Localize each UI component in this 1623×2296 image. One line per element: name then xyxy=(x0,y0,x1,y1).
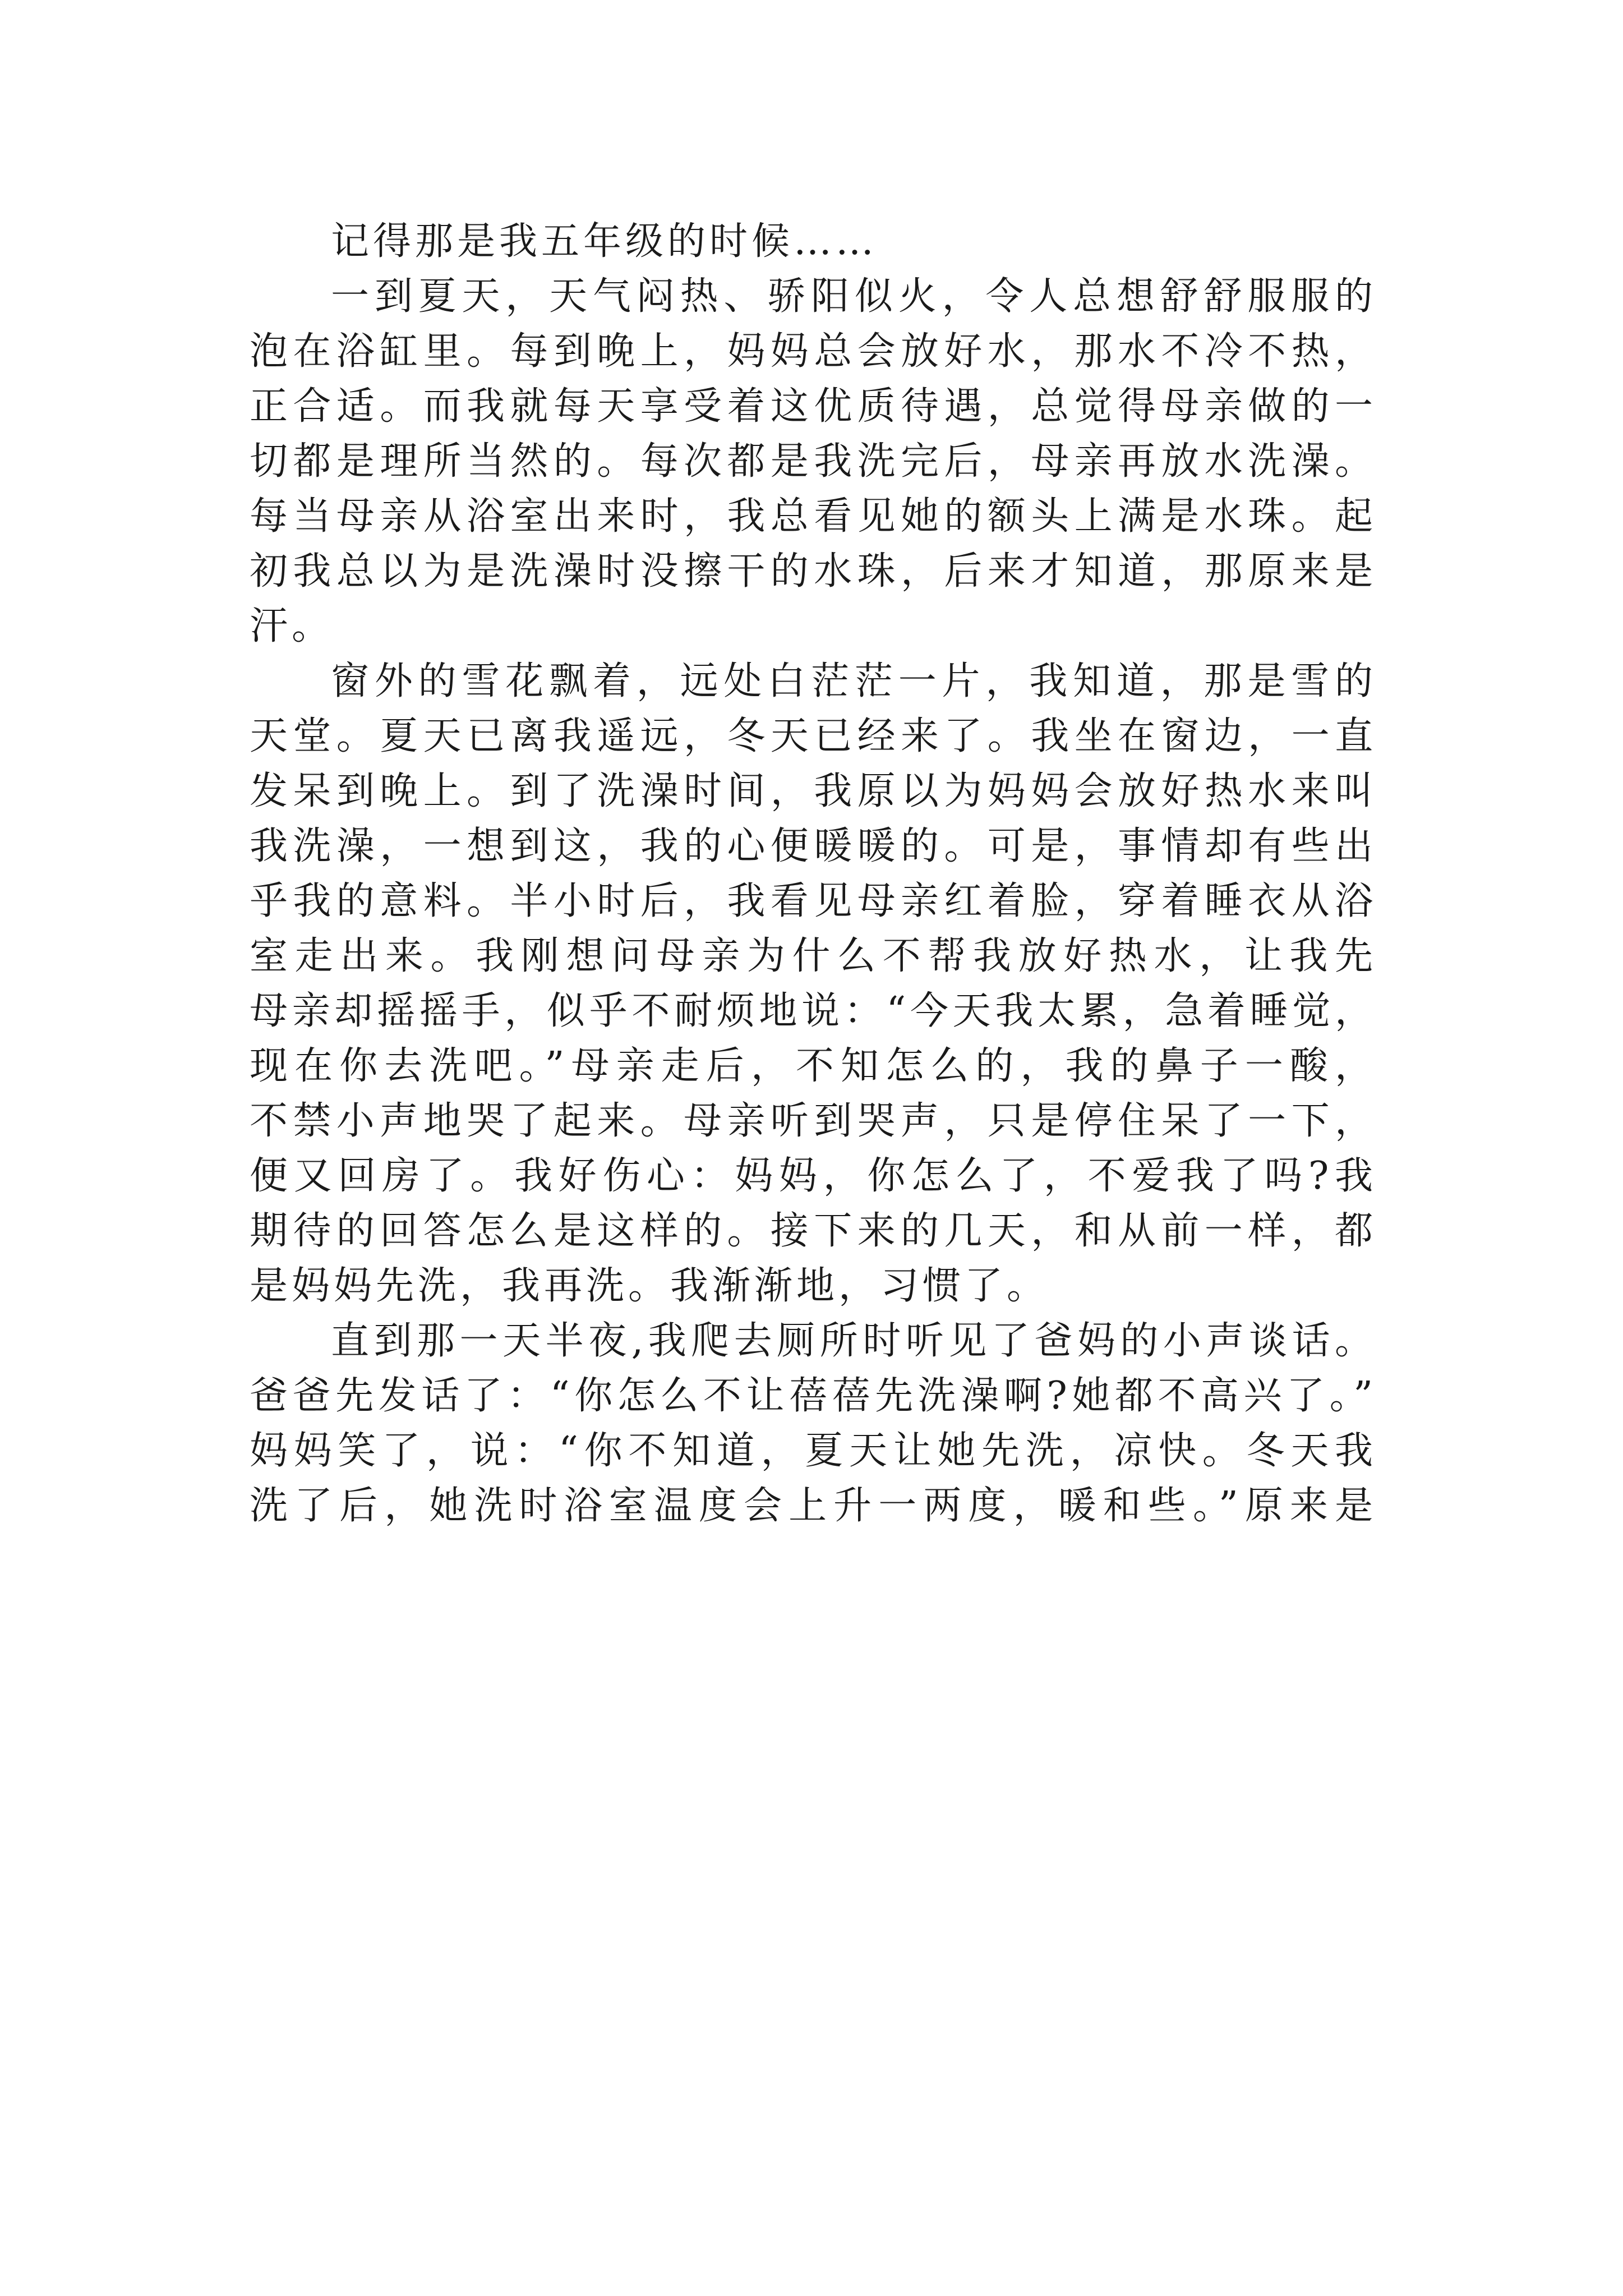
paragraph-line: 不禁小声地哭了起来。母亲听到哭声，只是停住呆了一下， xyxy=(250,1099,1377,1143)
paragraph-line: 直到那一天半夜,我爬去厕所时听见了爸妈的小声谈话。 xyxy=(331,1319,1377,1363)
paragraph-line: 母亲却摇摇手，似乎不耐烦地说：“今天我太累，急着睡觉， xyxy=(250,989,1377,1033)
paragraph-line: 室走出来。我刚想问母亲为什么不帮我放好热水，让我先 xyxy=(250,934,1377,978)
paragraph-line: 泡在浴缸里。每到晚上，妈妈总会放好水，那水不冷不热， xyxy=(250,329,1377,374)
paragraph-2 xyxy=(250,269,1377,654)
paragraph-line: 正合适。而我就每天享受着这优质待遇，总觉得母亲做的一 xyxy=(250,384,1377,429)
paragraph-line: 天堂。夏天已离我遥远，冬天已经来了。我坐在窗边，一直 xyxy=(250,714,1377,758)
paragraph-line: 期待的回答怎么是这样的。接下来的几天，和从前一样，都 xyxy=(250,1209,1377,1253)
paragraph-line: 洗了后，她洗时浴室温度会上升一两度，暖和些。”原来是 xyxy=(250,1484,1377,1528)
paragraph-line: 乎我的意料。半小时后，我看见母亲红着脸，穿着睡衣从浴 xyxy=(250,879,1377,923)
paragraph-line: 我洗澡，一想到这，我的心便暖暖的。可是，事情却有些出 xyxy=(250,824,1377,868)
paragraph-1 xyxy=(250,214,1377,269)
paragraph-4 xyxy=(250,1314,1377,1534)
paragraph-line: 切都是理所当然的。每次都是我洗完后，母亲再放水洗澡。 xyxy=(250,439,1377,484)
paragraph-line: 一到夏天，天气闷热、骄阳似火，令人总想舒舒服服的 xyxy=(331,274,1377,319)
paragraph-line: 发呆到晚上。到了洗澡时间，我原以为妈妈会放好热水来叫 xyxy=(250,769,1377,813)
paragraph-line: 是妈妈先洗，我再洗。我渐渐地，习惯了。 xyxy=(250,1264,1049,1308)
paragraph-line: 窗外的雪花飘着，远处白茫茫一片，我知道，那是雪的 xyxy=(331,659,1377,703)
article-body xyxy=(250,214,1377,1534)
paragraph-line: 初我总以为是洗澡时没擦干的水珠，后来才知道，那原来是 xyxy=(250,549,1377,593)
paragraph-line: 每当母亲从浴室出来时，我总看见她的额头上满是水珠。起 xyxy=(250,494,1377,539)
paragraph-line: 妈妈笑了，说：“你不知道，夏天让她先洗，凉快。冬天我 xyxy=(250,1429,1377,1473)
paragraph-line: 现在你去洗吧。”母亲走后，不知怎么的，我的鼻子一酸， xyxy=(250,1044,1377,1088)
paragraph-line: 爸爸先发话了：“你怎么不让蓓蓓先洗澡啊?她都不高兴了。” xyxy=(250,1374,1377,1418)
paragraph-line: 记得那是我五年级的时候…… xyxy=(331,219,878,264)
paragraph-line: 汗。 xyxy=(250,604,334,648)
paragraph-3 xyxy=(250,654,1377,1314)
paragraph-line: 便又回房了。我好伤心：妈妈，你怎么了，不爱我了吗?我 xyxy=(250,1154,1377,1198)
